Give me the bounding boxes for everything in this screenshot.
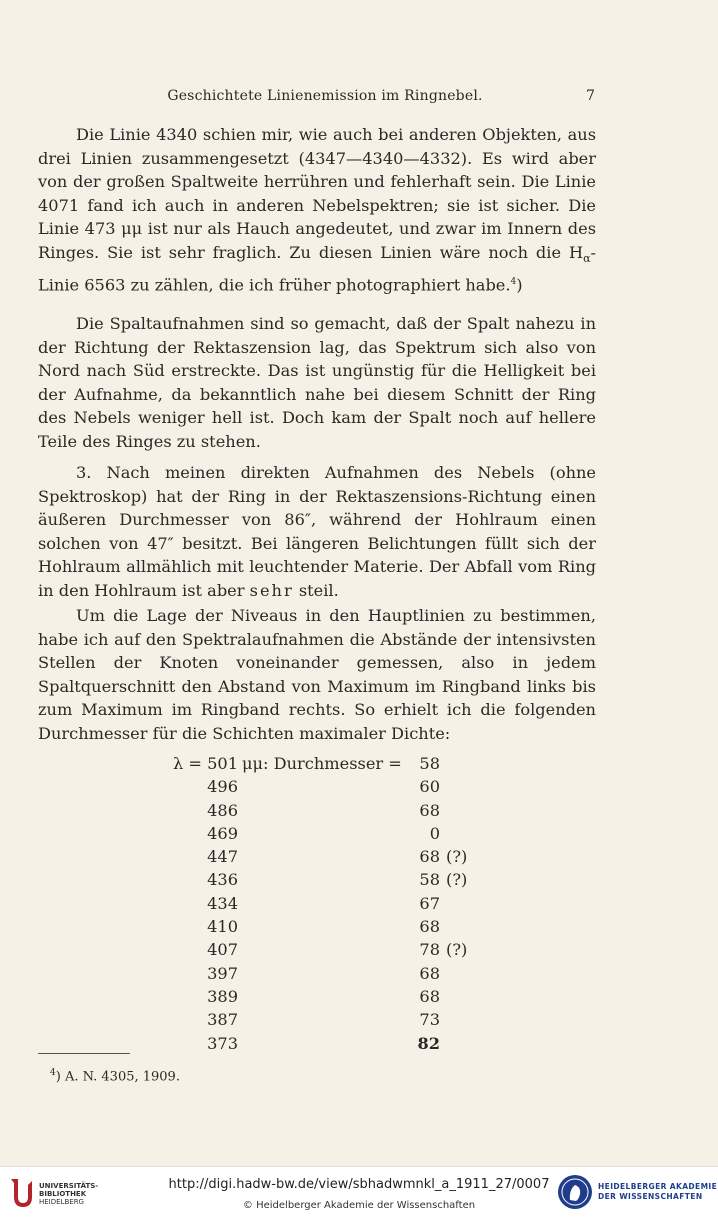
wavelength-cell: 496 <box>207 777 238 797</box>
diameter-cell: 0 <box>429 823 440 843</box>
footnote-mark: 4 <box>50 1068 56 1078</box>
paragraph-niveaus <box>38 604 596 746</box>
table-row <box>0 777 718 800</box>
table-row <box>0 987 718 1010</box>
wavelength-cell: 410 <box>207 917 238 937</box>
paragraph-text: 3. Nach meinen direkten Aufnahmen des Nebels (ohne Spektroskop) hat der Ring in der Rektaszensions-Richtung einen äußeren Durchmesser von 86″, während der Hohlraum einen solchen von 47″ besitzt. Bei längeren Belichtungen füllt sich der Hohlraum allmählich mit leuchtender Materie. Der Abfall vom Ring in den Hohlraum ist aber <box>38 463 596 600</box>
table-row <box>0 824 718 847</box>
footnote <box>50 1068 180 1084</box>
table-row <box>0 870 718 893</box>
library-line: BIBLIOTHEK <box>39 1190 87 1198</box>
footnote-ref: 4 <box>510 276 517 287</box>
footnote-rule <box>38 1053 130 1054</box>
paragraph-section-3 <box>38 461 596 603</box>
paragraph-text: Die Spaltaufnahmen sind so gemacht, daß der Spalt nahezu in der Richtung der Rektaszension lag, das Spektrum sich also von Nord nach Süd erstreckte. Das ist ungünstig für die Helligkeit bei der Aufnahme, da bekanntlich nahe bei diesem Schnitt der Ring des Nebels weniger hell ist. Doch kam der Spalt noch auf hellere Teile des Ringes zu stehen. <box>38 314 596 451</box>
academy-seal-svg <box>556 1172 594 1212</box>
table-row <box>0 894 718 917</box>
diameter-cell: 68 <box>419 963 440 983</box>
table-body <box>0 777 718 1057</box>
running-header <box>0 88 718 108</box>
academy-name <box>598 1182 717 1202</box>
paragraph-text: -Linie 6563 zu zählen, die ich früher photographiert habe. <box>38 242 596 295</box>
diameter-cell: 78 <box>419 940 440 960</box>
table-row <box>0 917 718 940</box>
paragraph-text: Die Linie 4340 schien mir, wie auch bei anderen Objekten, aus drei Linien zusammengesetzt (4347—4340—4332). Es wird aber von der großen Spaltweite herrühren und fehlerhaft sein. Die Linie 4071 fand ich auch in anderen Nebelspektren; sie ist sicher. Die Linie 473 μμ ist nur als Hauch angedeutet, und zwar im Innern des Ringes. Sie ist sehr fraglich. Zu diesen Linien wäre noch die H <box>38 125 596 262</box>
diameter-cell: 58 <box>419 870 440 890</box>
paragraph-text: ) <box>516 275 523 295</box>
diameter-table <box>0 754 718 1057</box>
footnote-text: ) A. N. 4305, 1909. <box>55 1069 180 1085</box>
table-row <box>0 940 718 963</box>
table-row <box>0 801 718 824</box>
paragraph-text: steil. <box>293 580 339 600</box>
permalink-url[interactable]: http://digi.hadw-bw.de/view/sbhadwmnkl_a_1911_27/0007 <box>168 1177 550 1192</box>
diameter-cell: 60 <box>419 777 440 797</box>
diameter-cell: 82 <box>417 1033 440 1053</box>
diameter-cell: 58 <box>419 754 440 773</box>
wavelength-cell: 387 <box>207 1010 238 1030</box>
page-number: 7 <box>586 88 596 104</box>
footer-bar <box>0 1166 718 1219</box>
wavelength-cell: 407 <box>207 940 238 960</box>
wavelength-cell: 434 <box>207 893 238 913</box>
diameter-cell: 68 <box>419 847 440 867</box>
paragraph-spaltaufnahmen <box>38 312 596 454</box>
wavelength-cell: λ = 501 <box>172 754 238 773</box>
emphasis-sehr: sehr <box>249 580 294 600</box>
unit-label: μμ: Durchmesser = <box>242 754 402 773</box>
diameter-cell: 67 <box>419 893 440 913</box>
academy-line: DER WISSENSCHAFTEN <box>598 1192 703 1201</box>
uncertainty-note: (?) <box>446 847 468 867</box>
table-row <box>0 847 718 870</box>
paragraph-text: Um die Lage der Niveaus in den Hauptlinien zu bestimmen, habe ich auf den Spektralaufnahmen die Abstände der intensivsten Stellen der Knoten voneinander gemessen, also in jedem Spaltquerschnitt den Abstand von Maximum im Ringband links bis zum Maximum im Ringband rechts. So erhielt ich die folgenden Durchmesser für die Schichten maximaler Dichte: <box>38 606 596 743</box>
paragraph-line-4340 <box>38 123 596 297</box>
library-line: HEIDELBERG <box>39 1198 84 1206</box>
diameter-cell: 73 <box>419 1010 440 1030</box>
wavelength-cell: 397 <box>207 963 238 983</box>
table-row <box>0 1010 718 1033</box>
table-row <box>0 754 718 777</box>
running-title: Geschichtete Linienemission im Ringnebel. <box>167 88 483 104</box>
wavelength-cell: 373 <box>207 1033 238 1053</box>
wavelength-cell: 486 <box>207 800 238 820</box>
academy-line: HEIDELBERGER AKADEMIE <box>598 1182 718 1191</box>
wavelength-cell: 447 <box>207 847 238 867</box>
wavelength-cell: 469 <box>207 823 238 843</box>
uncertainty-note: (?) <box>446 940 468 960</box>
uncertainty-note: (?) <box>446 870 468 890</box>
academy-seal-icon[interactable] <box>556 1172 594 1216</box>
library-line: UNIVERSITÄTS- <box>39 1182 99 1190</box>
wavelength-cell: 389 <box>207 986 238 1006</box>
diameter-cell: 68 <box>419 986 440 1006</box>
wavelength-cell: 436 <box>207 870 238 890</box>
diameter-cell: 68 <box>419 917 440 937</box>
alpha-subscript: α <box>583 252 591 266</box>
diameter-cell: 68 <box>419 800 440 820</box>
copyright-notice: © Heidelberger Akademie der Wissenschaften <box>242 1200 476 1211</box>
table-row <box>0 964 718 987</box>
